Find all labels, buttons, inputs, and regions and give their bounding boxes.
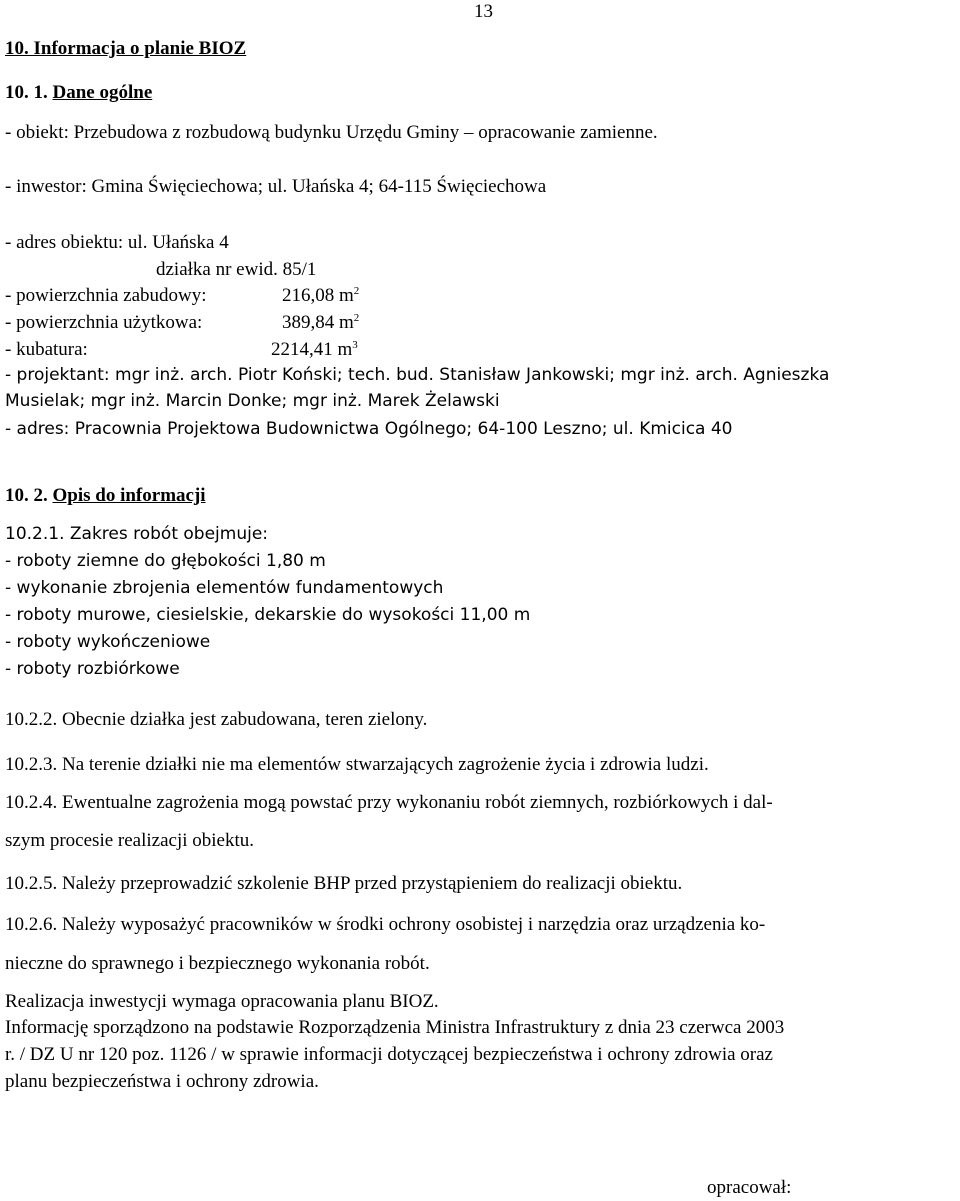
address-line: - adres obiektu: ul. Ułańska 4 xyxy=(5,232,229,253)
scope-intro: 10.2.1. Zakres robót obejmuje: xyxy=(5,524,269,544)
list-item: - roboty murowe, ciesielskie, dekarskie do wysokości 11,00 m xyxy=(5,605,531,625)
section-2-title: Opis do informacji xyxy=(52,485,206,506)
closing-line-4: planu bezpieczeństwa i ochrony zdrowia. xyxy=(5,1071,319,1092)
main-heading: 10. Informacja o planie BIOZ xyxy=(5,38,247,59)
designer-line-2: Musielak; mgr inż. Marcin Donke; mgr inż. Marek Żelawski xyxy=(5,391,500,411)
volume-value: 2214,41 $m^3$ xyxy=(271,339,358,360)
paragraph-10-2-5: 10.2.5. Należy przeprowadzić szkolenie BHP przed przystąpieniem do realizacji obiektu. xyxy=(5,873,683,894)
paragraph-10-2-3: 10.2.3. Na terenie działki nie ma elementów stwarzających zagrożenie życia i zdrowia ludzi. xyxy=(5,754,709,775)
paragraph-10-2-2: 10.2.2. Obecnie działka jest zabudowana, teren zielony. xyxy=(5,709,428,730)
closing-line-3: r. / DZ U nr 120 poz. 1126 / w sprawie informacji dotyczącej bezpieczeństwa i ochrony zdrowia oraz xyxy=(5,1044,773,1065)
object-line: - obiekt: Przebudowa z rozbudową budynku Urzędu Gminy – opracowanie zamienne. xyxy=(5,122,658,143)
built-area-label: - powierzchnia zabudowy: xyxy=(5,285,207,306)
signature-label: opracował: xyxy=(707,1177,792,1198)
section-2-heading xyxy=(5,484,206,508)
built-area-value: 216,08 $m^2$ xyxy=(282,285,360,306)
section-1-number: 10. 1. xyxy=(5,82,48,103)
paragraph-10-2-6-line-1: 10.2.6. Należy wyposażyć pracowników w środki ochrony osobistej i narzędzia oraz urządzenia ko- xyxy=(5,914,766,935)
paragraph-10-2-6-line-2: nieczne do sprawnego i bezpiecznego wykonania robót. xyxy=(5,953,430,974)
paragraph-10-2-4-line-1: 10.2.4. Ewentualne zagrożenia mogą powstać przy wykonaniu robót ziemnych, rozbiórkowych i dal- xyxy=(5,792,773,813)
usable-area-value: 389,84 $m^2$ xyxy=(282,312,360,333)
page-number: 13 xyxy=(474,1,493,22)
section-1-heading xyxy=(5,81,152,105)
list-item: - wykonanie zbrojenia elementów fundamentowych xyxy=(5,578,444,598)
closing-line-1: Realizacja inwestycji wymaga opracowania planu BIOZ. xyxy=(5,991,439,1012)
list-item: - roboty rozbiórkowe xyxy=(5,659,180,679)
section-1-title: Dane ogólne xyxy=(52,82,153,103)
list-item: - roboty wykończeniowe xyxy=(5,632,211,652)
plot-line: działka nr ewid. 85/1 xyxy=(156,259,317,280)
list-item: - roboty ziemne do głębokości 1,80 m xyxy=(5,551,326,571)
volume-label: - kubatura: xyxy=(5,339,88,360)
section-2-number: 10. 2. xyxy=(5,485,48,506)
designer-line-1: - projektant: mgr inż. arch. Piotr Koński; tech. bud. Stanisław Jankowski; mgr inż. arch. Agnieszka xyxy=(5,365,830,385)
investor-line: - inwestor: Gmina Święciechowa; ul. Ułańska 4; 64-115 Święciechowa xyxy=(5,176,547,197)
closing-line-2: Informację sporządzono na podstawie Rozporządzenia Ministra Infrastruktury z dnia 23 czerwca 2003 xyxy=(5,1017,785,1038)
usable-area-label: - powierzchnia użytkowa: xyxy=(5,312,203,333)
designer-address: - adres: Pracownia Projektowa Budownictwa Ogólnego; 64-100 Leszno; ul. Kmicica 40 xyxy=(5,419,733,439)
paragraph-10-2-4-line-2: szym procesie realizacji obiektu. xyxy=(5,830,255,851)
